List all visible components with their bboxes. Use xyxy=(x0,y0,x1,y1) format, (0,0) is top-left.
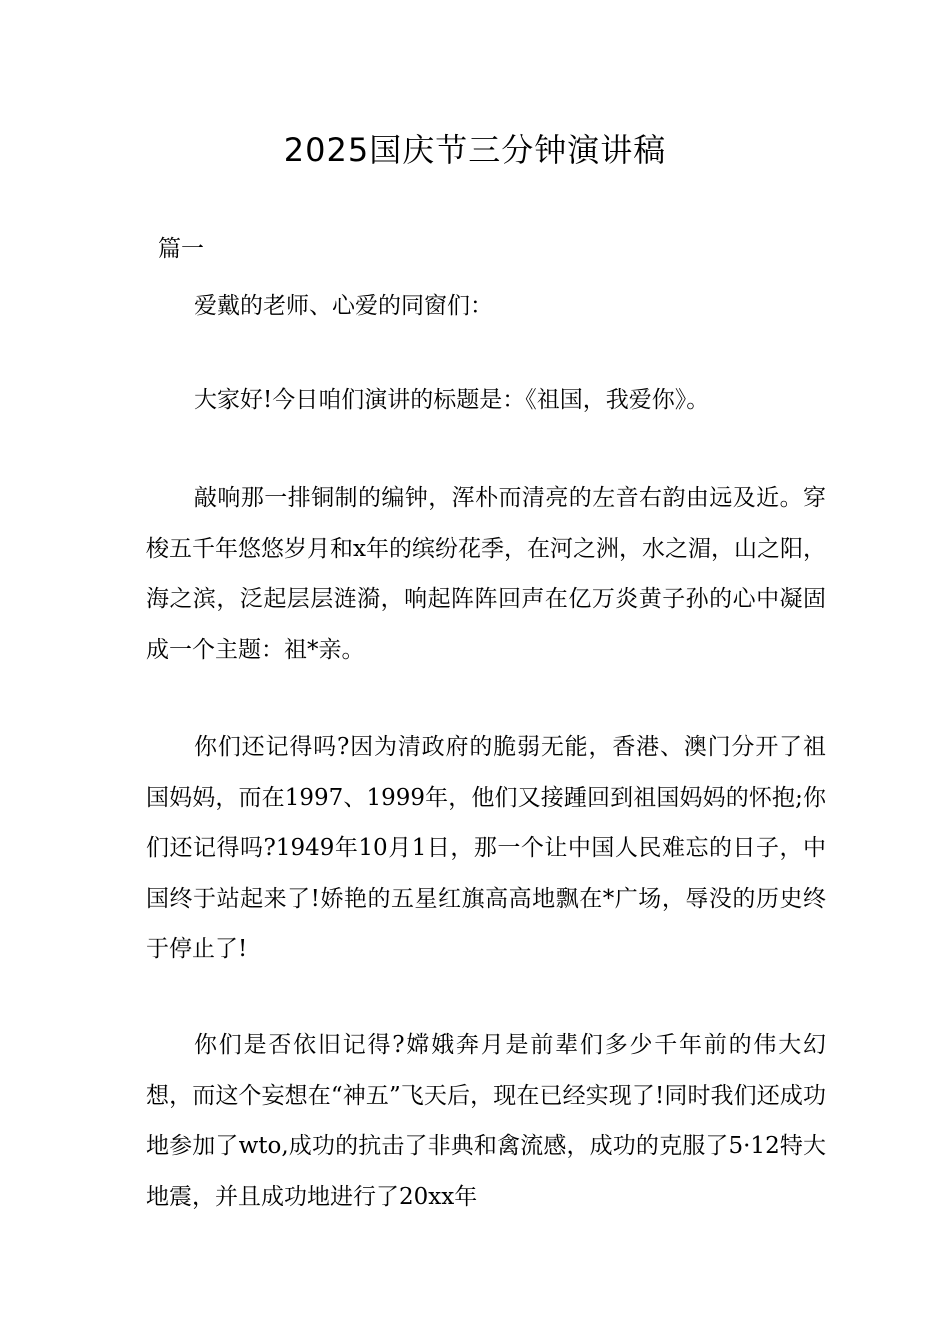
body-paragraph-2: 敲响那一排铜制的编钟，浑朴而清亮的左音右韵由远及近。穿梭五千年悠悠岁月和x年的缤纷花季，在河之洲，水之湄，山之阳，海之滨，泛起层层涟漪，响起阵阵回声在亿万炎黄子孙的心中凝固成一个主题：祖*亲。 xyxy=(146,485,826,663)
greeting-paragraph: 爱戴的老师、心爱的同窗们： xyxy=(194,293,493,319)
section-label: 篇一 xyxy=(158,236,204,262)
body-paragraph-1: 大家好!今日咱们演讲的标题是：《祖国，我爱你》。 xyxy=(194,387,710,413)
body-paragraph-4: 你们是否依旧记得?嫦娥奔月是前辈们多少千年前的伟大幻想，而这个妄想在“神五”飞天后，现在已经实现了!同时我们还成功地参加了wto,成功的抗击了非典和禽流感，成功的克服了5·12特大地震，并且成功地进行了20xx年 xyxy=(146,1032,826,1210)
body-paragraph-3: 你们还记得吗?因为清政府的脆弱无能，香港、澳门分开了祖国妈妈，而在1997、1999年，他们又接踵回到祖国妈妈的怀抱;你们还记得吗?1949年10月1日，那一个让中国人民难忘的日子，中国终于站起来了!娇艳的五星红旗高高地飘在*广场，辱没的历史终于停止了! xyxy=(146,734,826,962)
document-title: 2025国庆节三分钟演讲稿 xyxy=(283,131,667,169)
